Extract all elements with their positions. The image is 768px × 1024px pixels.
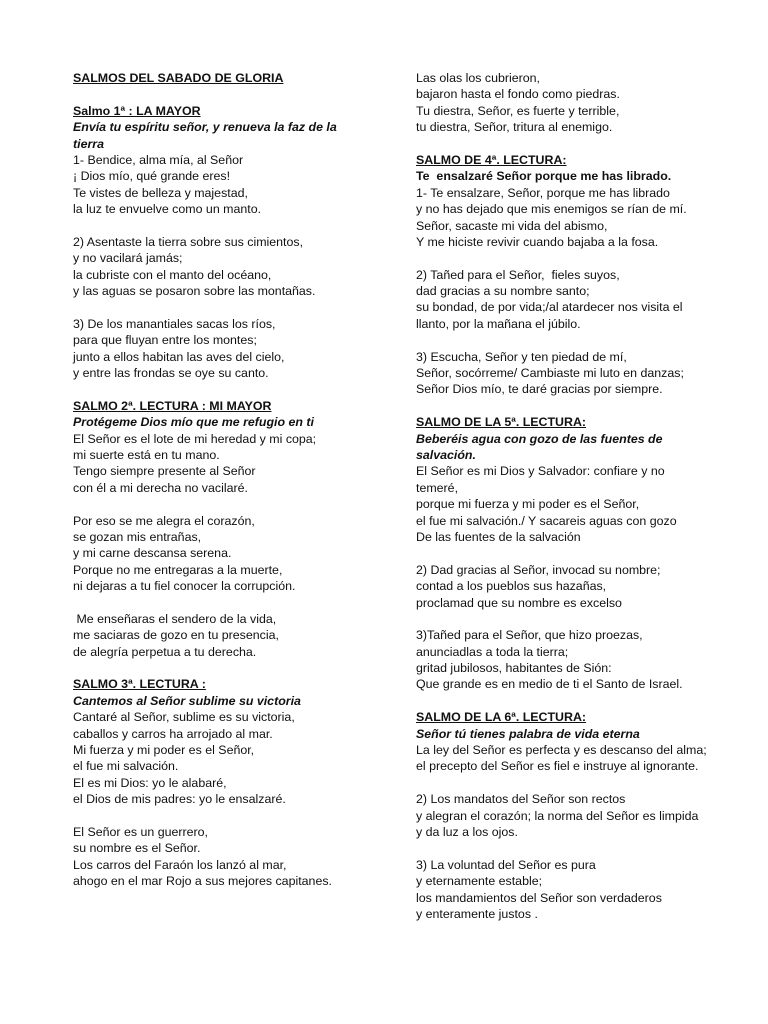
verse-line: y no vacilará jamás;	[73, 251, 183, 266]
verse-line: 3)Tañed para el Señor, que hizo proezas,	[416, 628, 643, 643]
verse-line: Mi fuerza y mi poder es el Señor,	[73, 743, 255, 758]
verse-line: anunciadlas a toda la tierra;	[416, 644, 569, 659]
verse-line: Señor, sacaste mi vida del abismo,	[416, 218, 608, 233]
verse-line: 1- Bendice, alma mía, al Señor	[73, 152, 244, 167]
verse-line: tu diestra, Señor, tritura al enemigo.	[416, 120, 613, 135]
verse-line: Por eso se me alegra el corazón,	[73, 513, 255, 528]
verse-line: 2) Asentaste la tierra sobre sus cimientos,	[73, 234, 304, 249]
blank-line	[73, 299, 373, 315]
verse-line: Y me hiciste revivir cuando bajaba a la fosa.	[416, 234, 659, 249]
verse-line: Tu diestra, Señor, es fuerte y terrible,	[416, 103, 620, 118]
blank-line	[73, 496, 373, 512]
blank-line	[416, 136, 716, 152]
psalm-response: Protégeme Dios mío que me refugio en ti	[73, 415, 314, 430]
section-heading: SALMO 3ª. LECTURA :	[73, 677, 206, 692]
verse-line: El Señor es mi Dios y Salvador: confiare y no	[416, 464, 665, 479]
blank-line	[416, 398, 716, 414]
verse-line: porque mi fuerza y mi poder es el Señor,	[416, 497, 640, 512]
verse-line: dad gracias a su nombre santo;	[416, 284, 590, 299]
verse-line: De las fuentes de la salvación	[416, 529, 581, 544]
verse-line: El es mi Dios: yo le alabaré,	[73, 775, 227, 790]
verse-line: ahogo en el mar Rojo a sus mejores capitanes.	[73, 874, 332, 889]
verse-line: Señor Dios mío, te daré gracias por siempre.	[416, 382, 663, 397]
psalm-response: Envía tu espíritu señor, y renueva la faz de la	[73, 120, 337, 135]
blank-line	[73, 808, 373, 824]
verse-line: la luz te envuelve como un manto.	[73, 202, 262, 217]
psalm-response: tierra	[73, 136, 104, 151]
verse-line: se gozan mis entrañas,	[73, 529, 202, 544]
section-heading: Salmo 1ª : LA MAYOR	[73, 103, 201, 118]
section-heading: SALMO DE 4ª. LECTURA:	[416, 152, 567, 167]
verse-line: Los carros del Faraón los lanzó al mar,	[73, 857, 287, 872]
verse-line: y mi carne descansa serena.	[73, 546, 232, 561]
verse-line: 2) Tañed para el Señor, fieles suyos,	[416, 267, 620, 282]
verse-line: proclamad que su nombre es excelso	[416, 595, 622, 610]
verse-line: mi suerte está en tu mano.	[73, 447, 220, 462]
verse-line: y no has dejado que mis enemigos se rían de mí.	[416, 202, 687, 217]
verse-line: Que grande es en medio de ti el Santo de Israel.	[416, 677, 683, 692]
verse-line: y eternamente estable;	[416, 874, 543, 889]
verse-line: 1- Te ensalzare, Señor, porque me has librado	[416, 185, 670, 200]
verse-line: Te vistes de belleza y majestad,	[73, 185, 248, 200]
verse-line: El Señor es el lote de mi heredad y mi copa;	[73, 431, 317, 446]
verse-line: Porque no me entregaras a la muerte,	[73, 562, 283, 577]
blank-line	[416, 250, 716, 266]
blank-line	[73, 86, 373, 102]
verse-line: junto a ellos habitan las aves del cielo,	[73, 349, 285, 364]
verse-line: Señor, socórreme/ Cambiaste mi luto en danzas;	[416, 366, 684, 381]
verse-line: y da luz a los ojos.	[416, 824, 518, 839]
verse-line: me saciaras de gozo en tu presencia,	[73, 628, 279, 643]
section-heading: SALMO 2ª. LECTURA : MI MAYOR	[73, 398, 272, 413]
psalm-response: Beberéis agua con gozo de las fuentes de	[416, 431, 663, 446]
verse-line: el precepto del Señor es fiel e instruye al ignorante.	[416, 759, 699, 774]
verse-line: contad a los pueblos sus hazañas,	[416, 579, 607, 594]
left-column	[73, 70, 373, 890]
verse-line: 2) Dad gracias al Señor, invocad su nombre;	[416, 562, 661, 577]
blank-line	[416, 775, 716, 791]
section-heading: SALMO DE LA 5ª. LECTURA:	[416, 415, 587, 430]
verse-line: temeré,	[416, 480, 459, 495]
psalm-response: salvación.	[416, 447, 476, 462]
verse-line: de alegría perpetua a tu derecha.	[73, 644, 257, 659]
psalm-response: Señor tú tienes palabra de vida eterna	[416, 726, 640, 741]
blank-line	[416, 693, 716, 709]
verse-line: Cantaré al Señor, sublime es su victoria,	[73, 710, 295, 725]
blank-line	[416, 332, 716, 348]
verse-line: Tengo siempre presente al Señor	[73, 464, 256, 479]
verse-line: la cubriste con el manto del océano,	[73, 267, 272, 282]
blank-line	[416, 611, 716, 627]
psalm-response: Cantemos al Señor sublime su victoria	[73, 693, 301, 708]
blank-line	[416, 545, 716, 561]
verse-line: los mandamientos del Señor son verdaderos	[416, 890, 662, 905]
verse-line: caballos y carros ha arrojado al mar.	[73, 726, 273, 741]
verse-line: su nombre es el Señor.	[73, 841, 201, 856]
verse-line: el fue mi salvación.	[73, 759, 179, 774]
verse-line: y enteramente justos .	[416, 906, 538, 921]
verse-line: Me enseñaras el sendero de la vida,	[73, 611, 277, 626]
verse-line: el fue mi salvación./ Y sacareis aguas con gozo	[416, 513, 677, 528]
section-heading: SALMO DE LA 6ª. LECTURA:	[416, 710, 587, 725]
verse-line: y las aguas se posaron sobre las montañas.	[73, 284, 316, 299]
verse-line: con él a mi derecha no vacilaré.	[73, 480, 248, 495]
verse-line: 2) Los mandatos del Señor son rectos	[416, 792, 626, 807]
verse-line: gritad jubilosos, habitantes de Sión:	[416, 661, 612, 676]
verse-line: Las olas los cubrieron,	[416, 71, 540, 85]
verse-line: bajaron hasta el fondo como piedras.	[416, 87, 620, 102]
verse-line: y entre las frondas se oye su canto.	[73, 366, 269, 381]
verse-line: El Señor es un guerrero,	[73, 824, 208, 839]
blank-line	[73, 595, 373, 611]
verse-line: 3) Escucha, Señor y ten piedad de mí,	[416, 349, 627, 364]
verse-line: 3) De los manantiales sacas los ríos,	[73, 316, 276, 331]
verse-line: La ley del Señor es perfecta y es descanso del alma;	[416, 743, 707, 758]
psalm-response: Te ensalzaré Señor porque me has librado.	[416, 169, 672, 184]
verse-line: su bondad, de por vida;/al atardecer nos visita el	[416, 300, 683, 315]
verse-line: ni dejaras a tu fiel conocer la corrupción.	[73, 579, 296, 594]
blank-line	[416, 840, 716, 856]
verse-line: ¡ Dios mío, qué grande eres!	[73, 169, 231, 184]
blank-line	[73, 218, 373, 234]
right-column	[416, 70, 716, 922]
section-heading: SALMOS DEL SABADO DE GLORIA	[73, 71, 284, 85]
blank-line	[73, 660, 373, 676]
verse-line: para que fluyan entre los montes;	[73, 333, 257, 348]
blank-line	[73, 381, 373, 397]
verse-line: el Dios de mis padres: yo le ensalzaré.	[73, 792, 286, 807]
verse-line: 3) La voluntad del Señor es pura	[416, 857, 596, 872]
verse-line: y alegran el corazón; la norma del Señor es limpida	[416, 808, 699, 823]
verse-line: llanto, por la mañana el júbilo.	[416, 316, 581, 331]
